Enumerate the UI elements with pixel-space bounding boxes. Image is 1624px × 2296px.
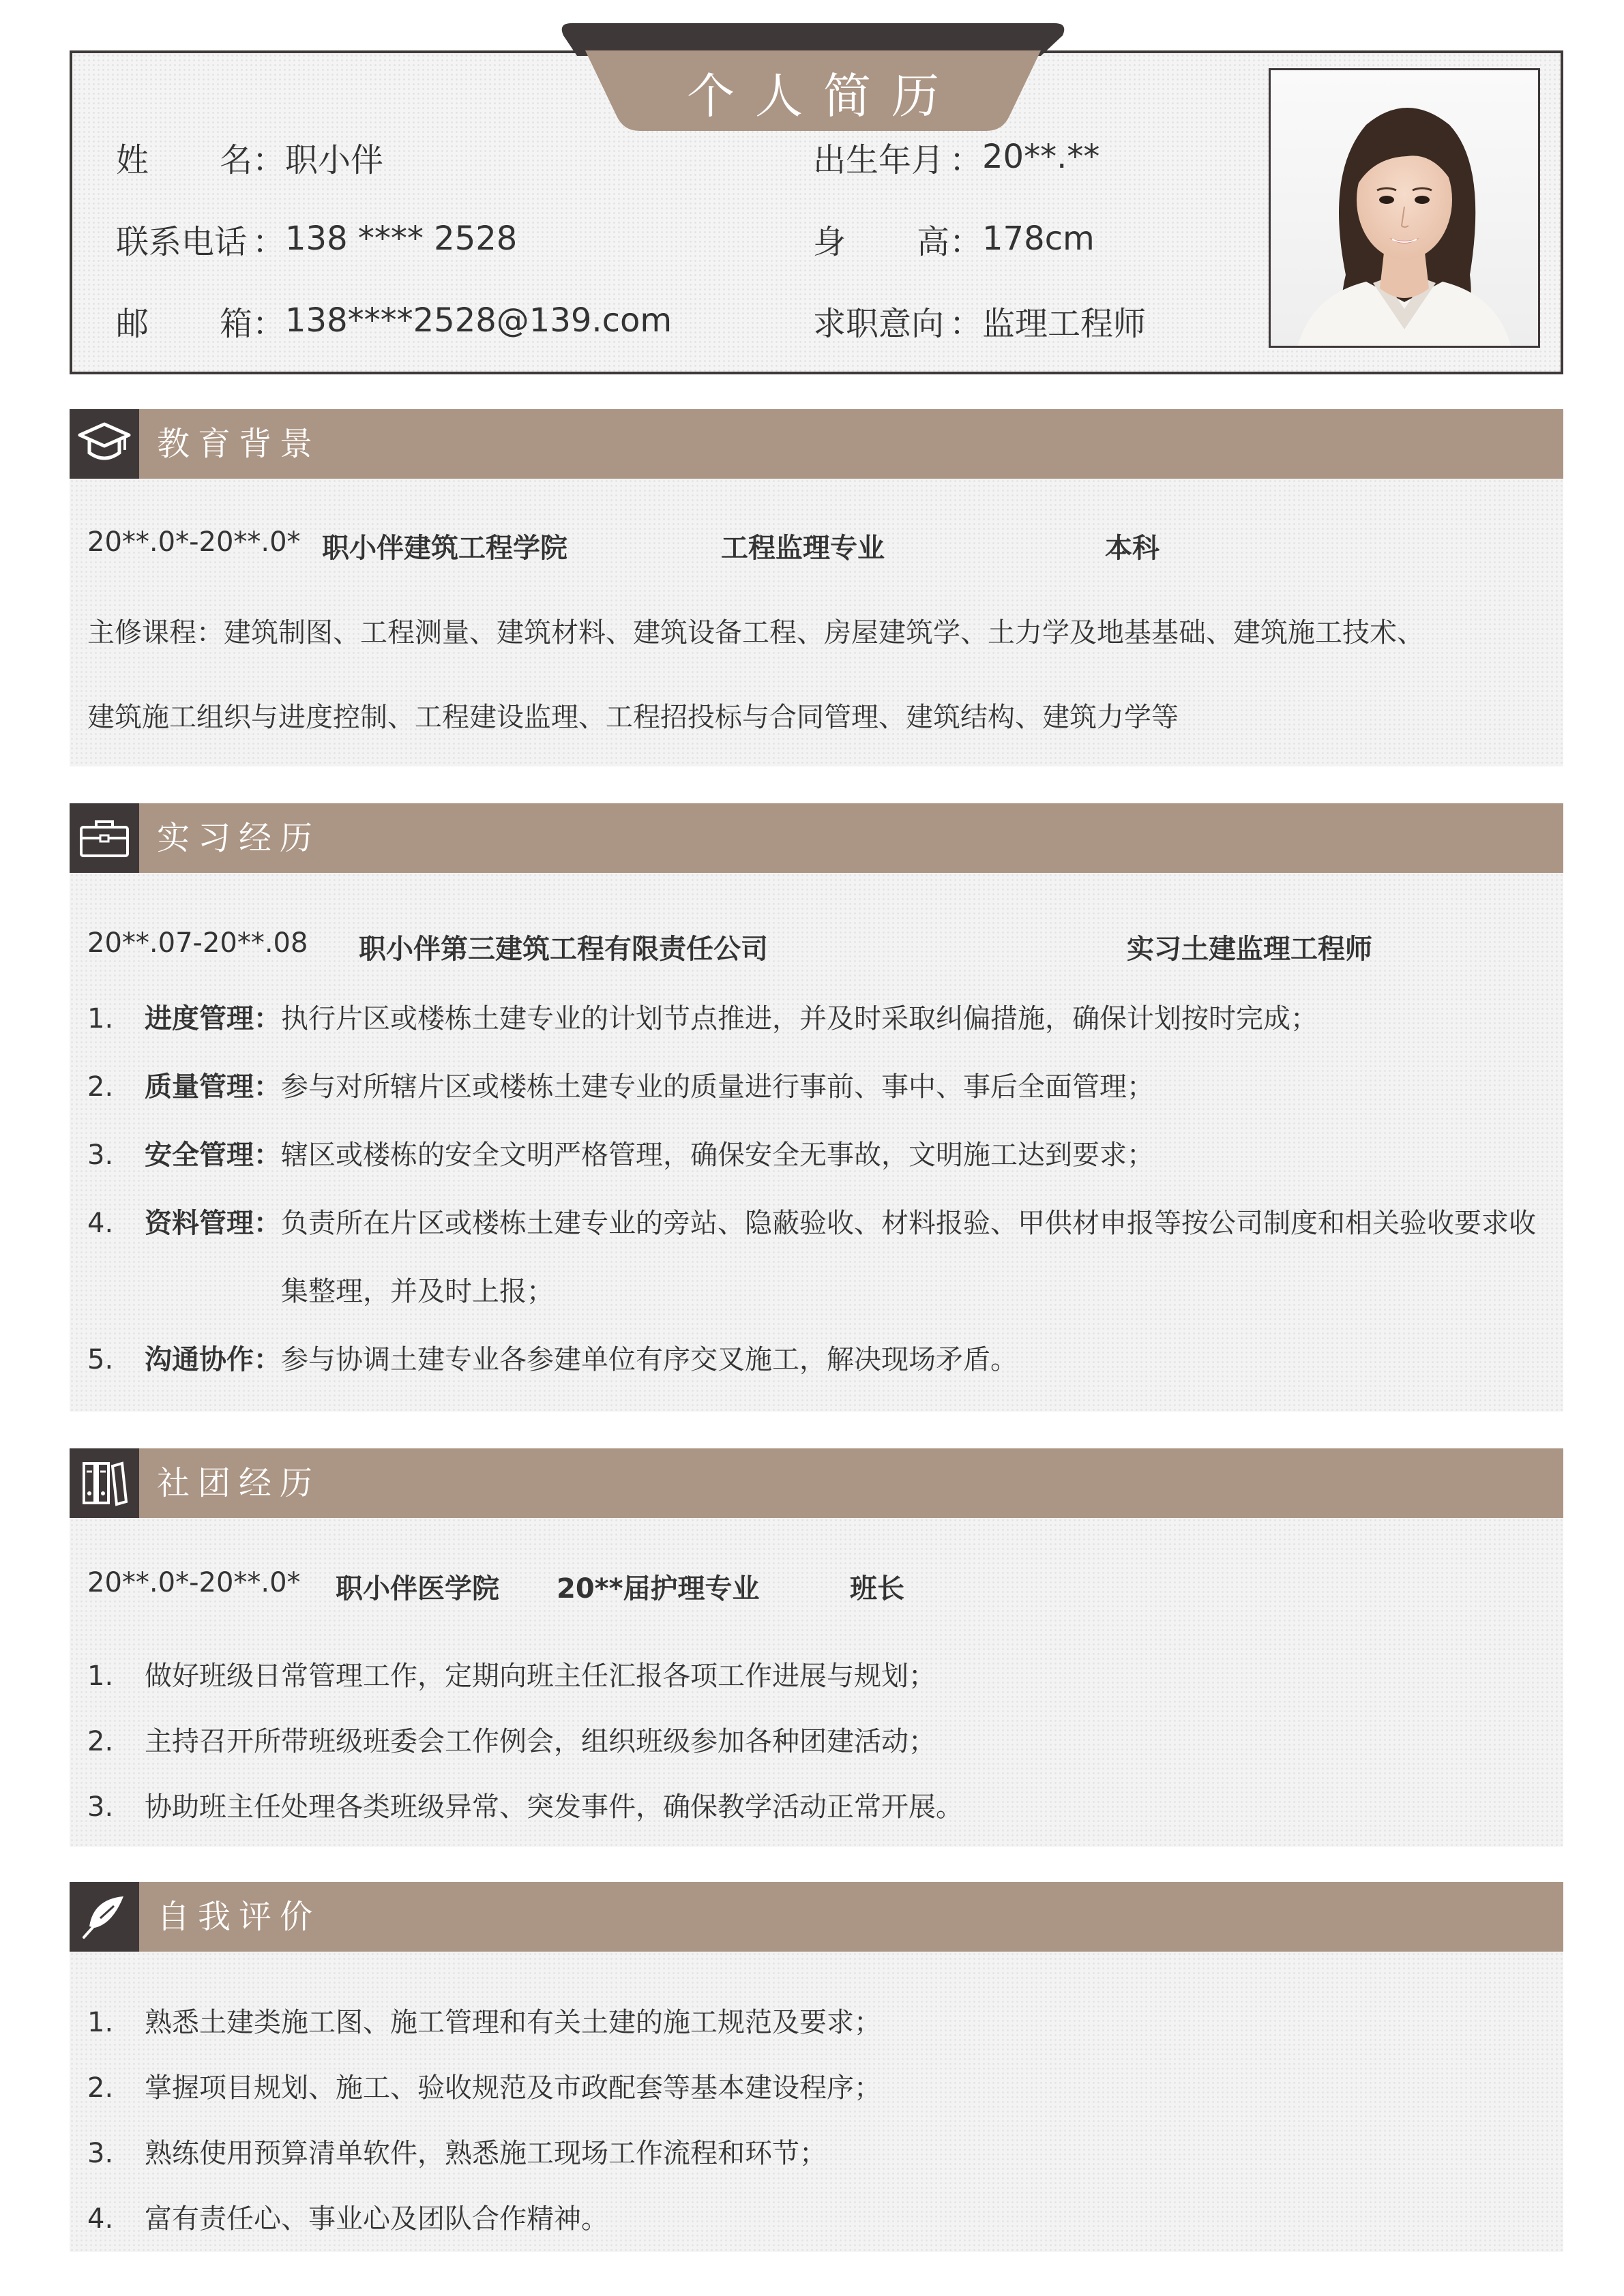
- internship-item-3: 3. 安全管理：辖区或楼栋的安全文明严格管理，确保安全无事故，文明施工达到要求；: [87, 1139, 1154, 1171]
- title-tab: [558, 23, 1068, 131]
- internship-item-1: 1. 进度管理：执行片区或楼栋土建专业的计划节点推进，并及时采取纠偏措施，确保计划按时完成；: [87, 1003, 1318, 1034]
- email-label: 邮 箱: [116, 304, 252, 343]
- name-value: 职小伴: [285, 140, 384, 179]
- height-value: 178cm: [982, 220, 1095, 258]
- self-eval-item-2: 2. 掌握项目规划、施工、验收规范及市政配套等基本建设程序；: [87, 2072, 881, 2104]
- intent-label: 求职意向: [813, 304, 945, 343]
- club-item-3: 3. 协助班主任处理各类班级异常、突发事件，确保教学活动正常开展。: [87, 1791, 963, 1823]
- section-title-self-eval: 自我评价: [157, 1898, 321, 1936]
- internship-item-4-cont: 集整理，并及时上报；: [281, 1276, 554, 1307]
- club-period: 20**.0*-20**.0*: [87, 1567, 301, 1598]
- section-body-education: [70, 479, 1563, 766]
- section-title-internship: 实习经历: [157, 819, 321, 857]
- name-row: 姓 名 ： 职小伴: [116, 136, 383, 177]
- internship-item-5: 5. 沟通协作：参与协调土建专业各参建单位有序交叉施工，解决现场矛盾。: [87, 1344, 1018, 1375]
- section-header-self-eval: [70, 1882, 1563, 1952]
- height-label: 身 高: [813, 222, 949, 261]
- phone-row: 联系电话 ： 138 **** 2528: [116, 218, 517, 259]
- section-body-club: [70, 1518, 1563, 1847]
- club-item-1: 1. 做好班级日常管理工作，定期向班主任汇报各项工作进展与规划；: [87, 1660, 936, 1692]
- education-degree: 本科: [1105, 533, 1160, 564]
- birth-row: 出生年月 ： 20**.**: [813, 136, 1099, 177]
- internship-period: 20**.07-20**.08: [87, 927, 308, 959]
- feather-icon: [70, 1882, 139, 1952]
- graduation-cap-icon: [70, 409, 139, 479]
- club-org: 职小伴医学院: [336, 1573, 499, 1605]
- intent-row: 求职意向 ： 监理工程师: [813, 300, 1146, 341]
- internship-item-2: 2. 质量管理：参与对所辖片区或楼栋土建专业的质量进行事前、事中、事后全面管理；: [87, 1071, 1154, 1103]
- internship-item-4: 4. 资料管理：负责所在片区或楼栋土建专业的旁站、隐蔽验收、材料报验、甲供材申报等按公司制度和相关验收要求收: [87, 1208, 1536, 1239]
- section-body-self-eval: [70, 1952, 1563, 2252]
- portrait-image: [1271, 70, 1538, 346]
- section-title-education: 教育背景: [157, 425, 321, 463]
- email-row: 邮 箱 ： 138****2528@139.com: [116, 300, 672, 341]
- birth-value: 20**.**: [982, 138, 1100, 176]
- courses-label: 主修课程：: [87, 617, 224, 648]
- section-header-education: [70, 409, 1563, 479]
- self-eval-item-3: 3. 熟练使用预算清单软件，熟悉施工现场工作流程和环节；: [87, 2138, 827, 2169]
- courses-text-1: 建筑制图、工程测量、建筑材料、建筑设备工程、房屋建筑学、土力学及地基基础、建筑施工技术、: [224, 617, 1424, 648]
- briefcase-icon: [70, 803, 139, 873]
- self-eval-item-1: 1. 熟悉土建类施工图、施工管理和有关土建的施工规范及要求；: [87, 2007, 881, 2038]
- club-major: 20**届护理专业: [557, 1573, 760, 1605]
- section-body-internship: [70, 873, 1563, 1412]
- courses-line-2: 建筑施工组织与进度控制、工程建设监理、工程招投标与合同管理、建筑结构、建筑力学等: [87, 702, 1179, 733]
- binders-icon: [70, 1448, 139, 1518]
- email-value: 138****2528@139.com: [285, 301, 673, 340]
- height-row: 身 高 ： 178cm: [813, 218, 1095, 259]
- section-header-club: [70, 1448, 1563, 1518]
- education-period: 20**.0*-20**.0*: [87, 526, 301, 558]
- intent-value: 监理工程师: [982, 304, 1147, 343]
- club-role: 班长: [850, 1573, 904, 1605]
- name-label: 姓 名: [116, 140, 252, 179]
- internship-company: 职小伴第三建筑工程有限责任公司: [359, 934, 768, 965]
- birth-label: 出生年月: [813, 140, 945, 179]
- education-school: 职小伴建筑工程学院: [322, 533, 567, 564]
- internship-role: 实习土建监理工程师: [1127, 934, 1372, 965]
- phone-value: 138 **** 2528: [285, 220, 518, 258]
- education-major: 工程监理专业: [721, 533, 885, 564]
- courses-line-1: [87, 611, 1424, 650]
- club-item-2: 2. 主持召开所带班级班委会工作例会，组织班级参加各种团建活动；: [87, 1726, 936, 1757]
- profile-photo: [1269, 68, 1540, 348]
- section-title-club: 社团经历: [157, 1464, 321, 1502]
- section-header-internship: [70, 803, 1563, 873]
- self-eval-item-4: 4. 富有责任心、事业心及团队合作精神。: [87, 2203, 608, 2235]
- resume-title: 个人简历: [687, 68, 960, 124]
- phone-label: 联系电话: [116, 222, 248, 261]
